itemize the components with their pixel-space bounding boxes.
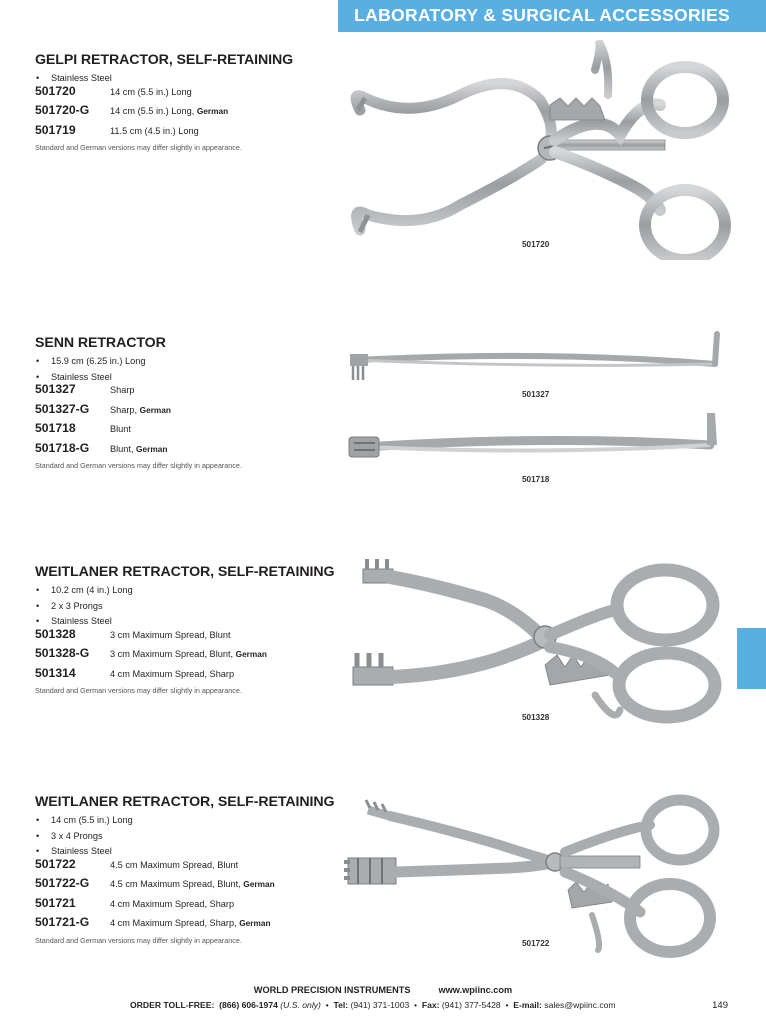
image-caption: 501720 — [522, 240, 550, 249]
gelpi-retractor-image — [340, 40, 750, 260]
catalog-number: 501720 — [35, 83, 76, 98]
catalog-number: 501327-G — [35, 401, 90, 416]
catalog-number: 501722-G — [35, 876, 90, 890]
product-section-senn — [35, 335, 335, 470]
german-label: German — [196, 106, 229, 116]
german-label: German — [235, 649, 267, 659]
order-row — [35, 896, 335, 916]
image-caption: 501328 — [522, 713, 550, 722]
tel-number: (941) 371-1003 — [350, 1000, 410, 1010]
catalog-number: 501314 — [35, 665, 76, 680]
spec-item: • Stainless Steel — [35, 71, 335, 87]
tel-label: Tel: — [333, 1000, 349, 1010]
catalog-number: 501719 — [35, 122, 76, 137]
item-description: 3 cm Maximum Spread, Blunt, German — [110, 649, 267, 659]
appearance-note: Standard and German versions may differ slightly in appearance. — [35, 143, 242, 152]
order-row — [35, 666, 335, 686]
order-phone: (866) 606-1974 — [219, 1000, 278, 1010]
image-caption: 501722 — [522, 939, 550, 948]
catalog-number: 501720-G — [35, 103, 90, 117]
catalog-number: 501718-G — [35, 440, 90, 455]
catalog-number: 501328 — [35, 626, 76, 641]
german-label: German — [239, 918, 271, 928]
image-caption: 501718 — [522, 475, 550, 484]
section-tab-marker — [737, 628, 766, 689]
catalog-number: 501718 — [35, 421, 76, 435]
spec-item: • 15.9 cm (6.25 in.) Long — [35, 354, 335, 370]
website-link[interactable]: www.wpiinc.com — [438, 985, 513, 995]
order-table — [35, 84, 335, 143]
spec-list — [35, 354, 335, 385]
spec-list — [35, 813, 335, 860]
page-category-title: LABORATORY & SURGICAL ACCESSORIES — [354, 5, 730, 25]
spec-item: • 3 x 4 Prongs — [35, 829, 335, 845]
catalog-number: 501722 — [35, 856, 76, 871]
order-table — [35, 382, 335, 460]
order-table — [35, 627, 335, 686]
appearance-note: Standard and German versions may differ slightly in appearance. — [35, 686, 242, 695]
order-row — [35, 915, 335, 935]
item-description: 4.5 cm Maximum Spread, Blunt, German — [110, 879, 275, 889]
email-label: E-mail: — [513, 1000, 542, 1010]
order-table — [35, 857, 335, 935]
email-address[interactable]: sales@wpiinc.com — [544, 1000, 616, 1010]
catalog-number: 501327 — [35, 382, 76, 396]
order-row — [35, 646, 335, 666]
german-label: German — [243, 879, 275, 889]
spec-item: • 10.2 cm (4 in.) Long — [35, 583, 335, 599]
fax-label: Fax: — [421, 1000, 440, 1010]
catalog-number: 501328-G — [35, 646, 90, 660]
order-row — [35, 103, 335, 123]
item-description: 4.5 cm Maximum Spread, Blunt — [110, 859, 239, 870]
product-title: WEITLANER RETRACTOR, SELF-RETAINING — [35, 564, 335, 580]
spec-list — [35, 583, 335, 630]
senn-retractor-blunt-image — [345, 405, 735, 470]
product-title: WEITLANER RETRACTOR, SELF-RETAINING — [35, 794, 335, 810]
page-number: 149 — [712, 1000, 728, 1011]
catalog-number: 501721 — [35, 895, 76, 910]
spec-item: • Stainless Steel — [35, 844, 335, 860]
item-description: 14 cm (5.5 in.) Long — [110, 86, 192, 97]
german-label: German — [139, 404, 171, 415]
appearance-note: Standard and German versions may differ slightly in appearance. — [35, 935, 242, 945]
image-caption: 501327 — [522, 390, 550, 399]
item-description: 11.5 cm (4.5 in.) Long — [110, 125, 199, 136]
product-title: SENN RETRACTOR — [35, 335, 166, 351]
spec-item: • Stainless Steel — [35, 614, 335, 630]
order-note: (U.S. only) — [280, 1000, 321, 1010]
company-name: WORLD PRECISION INSTRUMENTS — [253, 985, 411, 995]
order-label: ORDER TOLL-FREE: — [130, 1000, 215, 1010]
product-section-weitlaner-small — [35, 564, 335, 695]
appearance-note: Standard and German versions may differ slightly in appearance. — [35, 461, 242, 470]
spec-item: • 14 cm (5.5 in.) Long — [35, 813, 335, 829]
header-bar — [338, 0, 766, 32]
german-label: German — [136, 443, 168, 454]
item-description: Blunt — [110, 424, 131, 434]
footer-company-line — [0, 985, 766, 995]
product-section-weitlaner-large — [35, 794, 335, 945]
spec-item: • Stainless Steel — [35, 370, 335, 386]
item-description: 4 cm Maximum Spread, Sharp — [110, 898, 235, 909]
fax-number: (941) 377-5428 — [441, 1000, 501, 1010]
catalog-number: 501721-G — [35, 915, 90, 929]
senn-retractor-sharp-image — [345, 328, 735, 388]
product-section-gelpi — [35, 52, 335, 152]
order-row — [35, 421, 335, 441]
weitlaner-retractor-small-image — [345, 555, 735, 725]
item-description: Sharp, German — [110, 404, 171, 415]
item-description: Sharp — [110, 385, 135, 395]
order-row — [35, 402, 335, 422]
item-description: 14 cm (5.5 in.) Long, German — [110, 106, 229, 116]
order-row — [35, 123, 335, 143]
order-row — [35, 441, 335, 461]
spec-list — [35, 71, 335, 87]
item-description: 3 cm Maximum Spread, Blunt — [110, 629, 231, 640]
item-description: 4 cm Maximum Spread, Sharp — [110, 668, 235, 679]
spec-item: • 2 x 3 Prongs — [35, 599, 335, 615]
item-description: 4 cm Maximum Spread, Sharp, German — [110, 918, 271, 928]
item-description: Blunt, German — [110, 443, 168, 454]
product-title: GELPI RETRACTOR, SELF-RETAINING — [35, 52, 294, 68]
order-row — [35, 876, 335, 896]
footer-contact-line: ORDER TOLL-FREE: (866) 606-1974 (U.S. only) • Tel: (941) 371-1003 • Fax: (941) 377-5428 • E-mail: sales@wpiinc.com — [130, 1000, 616, 1010]
